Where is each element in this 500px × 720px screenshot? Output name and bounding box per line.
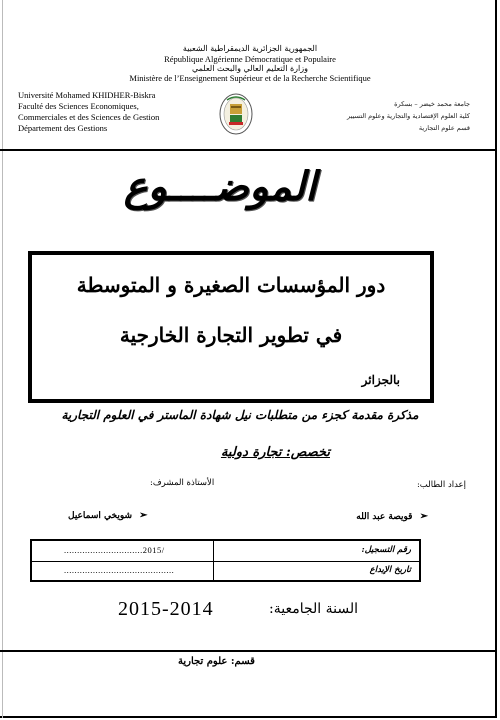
department-label: قسم: علوم تجارية (178, 656, 255, 667)
header-ar-ministry: وزارة التعليم العالي والبحث العلمي (192, 64, 308, 73)
supervisor-label: الأستاذة المشرف: (150, 478, 215, 488)
thesis-title-line: بالجزائر (361, 373, 400, 387)
deposit-date-label: تاريخ الإيداع (369, 565, 411, 575)
specialty: تخصص: تجارة دولية (220, 445, 330, 460)
university-fr-line: Commerciales et des Sciences de Gestion (18, 112, 160, 122)
university-ar-line: قسم علوم التجارية (418, 124, 470, 132)
header-fr-republic: République Algérienne Démocratique et Populaire (164, 54, 336, 64)
supervisor-name-row (68, 510, 148, 521)
university-ar-block (347, 98, 470, 134)
academic-year-label: السنة الجامعية: (269, 601, 358, 617)
student-name: قويصة عبد الله (356, 512, 413, 522)
arrow-icon: ➢ (139, 510, 148, 521)
university-ar-line: كلية العلوم الإقتصادية والتجارية وعلوم التسيير (347, 112, 470, 120)
thesis-title-box (28, 251, 434, 403)
bottom-divider (0, 650, 497, 652)
registration-number-label: رقم التسجيل: (361, 545, 411, 555)
supervisor-name: شويخي اسماعيل (68, 511, 133, 521)
university-ar-line: جامعة محمد خيضر – بسكرة (394, 100, 470, 108)
thesis-title-line: في تطوير التجارة الخارجية (119, 323, 343, 347)
registration-table (30, 539, 421, 582)
table-row (32, 541, 419, 562)
university-fr-block (18, 90, 159, 134)
academic-year-value: 2015-2014 (118, 598, 214, 620)
university-fr-line: Département des Gestions (18, 123, 108, 133)
registration-number-value: ..............................2015/ (64, 545, 165, 555)
thesis-title-line: دور المؤسسات الصغيرة و المتوسطة (76, 273, 386, 297)
theme-title: الموضــــوع (123, 163, 317, 210)
header-ar-republic: الجمهورية الجزائرية الديمقراطية الشعبية (182, 44, 318, 53)
prepared-by-label: إعداد الطالب: (416, 480, 466, 490)
arrow-icon: ➢ (419, 511, 428, 522)
university-fr-line: Faculté des Sciences Economiques, (18, 101, 139, 111)
table-row (32, 561, 419, 581)
memo-statement: مذكرة مقدمة كجزء من متطلبات نيل شهادة الماستر في العلوم التجارية (61, 408, 419, 422)
student-name-row (356, 511, 428, 522)
top-divider (0, 149, 497, 151)
university-logo-icon (218, 92, 254, 136)
header-fr-ministry: Ministère de l’Enseignement Supérieur et de la Recherche Scientifique (129, 73, 371, 83)
university-fr-line: Université Mohamed KHIDHER-Biskra (18, 90, 156, 100)
deposit-date-value: .......................................... (64, 565, 175, 575)
left-rule (2, 0, 3, 718)
